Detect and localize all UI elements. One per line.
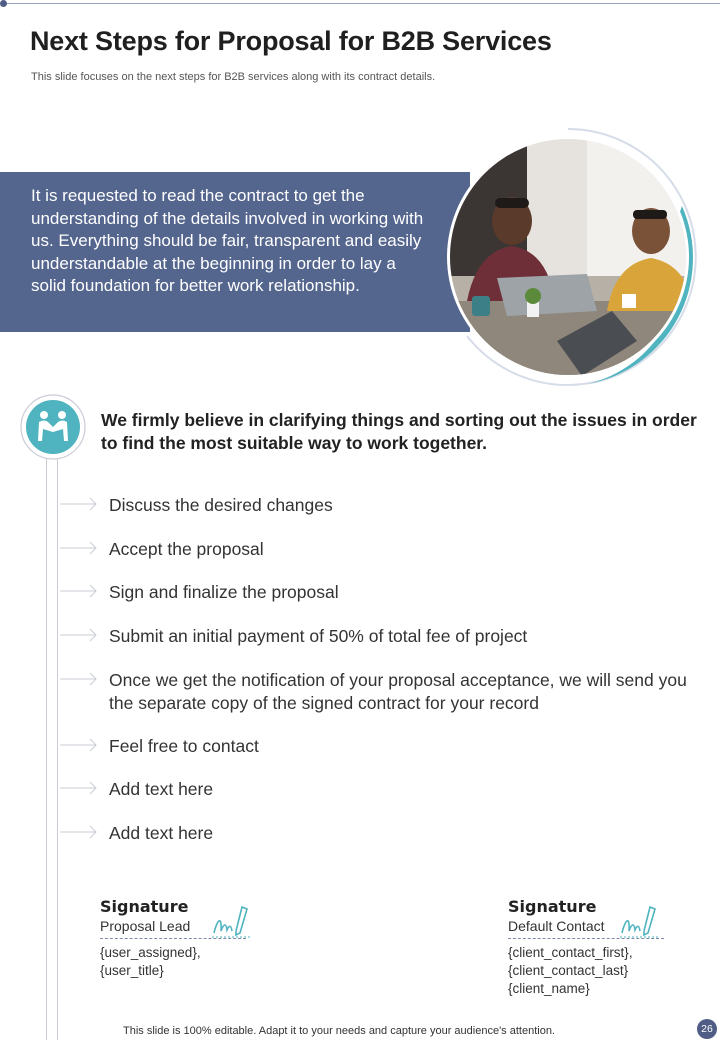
signature-role: Proposal Lead [100, 918, 191, 934]
arrow-right-icon [60, 540, 100, 556]
signature-block-default-contact [508, 897, 664, 998]
signature-role: Default Contact [508, 918, 605, 934]
signature-detail-line: {user_assigned}, [100, 945, 201, 960]
page-title: Next Steps for Proposal for B2B Services [30, 26, 552, 56]
signature-title: Signature [100, 897, 189, 916]
page-number-badge: 26 [697, 1019, 717, 1039]
arrow-right-icon [60, 583, 100, 599]
signature-detail-line: {client_contact_first}, [508, 945, 633, 960]
arrow-right-icon [60, 780, 100, 796]
step-label: Once we get the notification of your proposal acceptance, we will send you the separate copy of the signed contract for your record [109, 670, 687, 713]
signature-block-proposal-lead [100, 897, 246, 980]
footer-note: This slide is 100% editable. Adapt it to your needs and capture your audience's attention. [123, 1025, 555, 1037]
pen-signature-icon [212, 905, 252, 939]
handshake-people-icon [20, 394, 86, 460]
step-label: Accept the proposal [109, 539, 264, 559]
step-label: Add text here [109, 779, 214, 799]
arrow-right-icon [60, 496, 100, 512]
signature-title: Signature [508, 897, 597, 916]
lead-statement: We firmly believe in clarifying things and sorting out the issues in order to find the most suitable way to work together. [101, 410, 697, 453]
step-label: Sign and finalize the proposal [109, 582, 339, 602]
timeline-line-left [46, 448, 47, 1040]
signature-detail-line: {client_name} [508, 981, 590, 996]
timeline-line-right [57, 448, 58, 1040]
step-label: Submit an initial payment of 50% of total fee of project [109, 626, 528, 646]
arrow-right-icon [60, 824, 100, 840]
arrow-right-icon [60, 671, 100, 687]
team-meeting-photo [437, 126, 699, 388]
step-label: Add text here [109, 823, 214, 843]
page-subtitle: This slide focuses on the next steps for B2B services along with its contract details. [31, 71, 436, 83]
top-rule-dot [0, 0, 7, 7]
signature-detail-line: {client_contact_last} [508, 963, 629, 978]
step-label: Discuss the desired changes [109, 495, 333, 515]
arrow-right-icon [60, 737, 100, 753]
signature-detail-line: {user_title} [100, 963, 164, 978]
intro-banner-text: It is requested to read the contract to get the understanding of the details involved in working with us. Everything should be fair, transparent and easily understandable at the beginning in order to lay a solid foundation for better work relationship. [31, 186, 424, 295]
pen-signature-icon [620, 905, 660, 939]
arrow-right-icon [60, 627, 100, 643]
top-rule [4, 3, 720, 4]
step-label: Feel free to contact [109, 736, 259, 756]
